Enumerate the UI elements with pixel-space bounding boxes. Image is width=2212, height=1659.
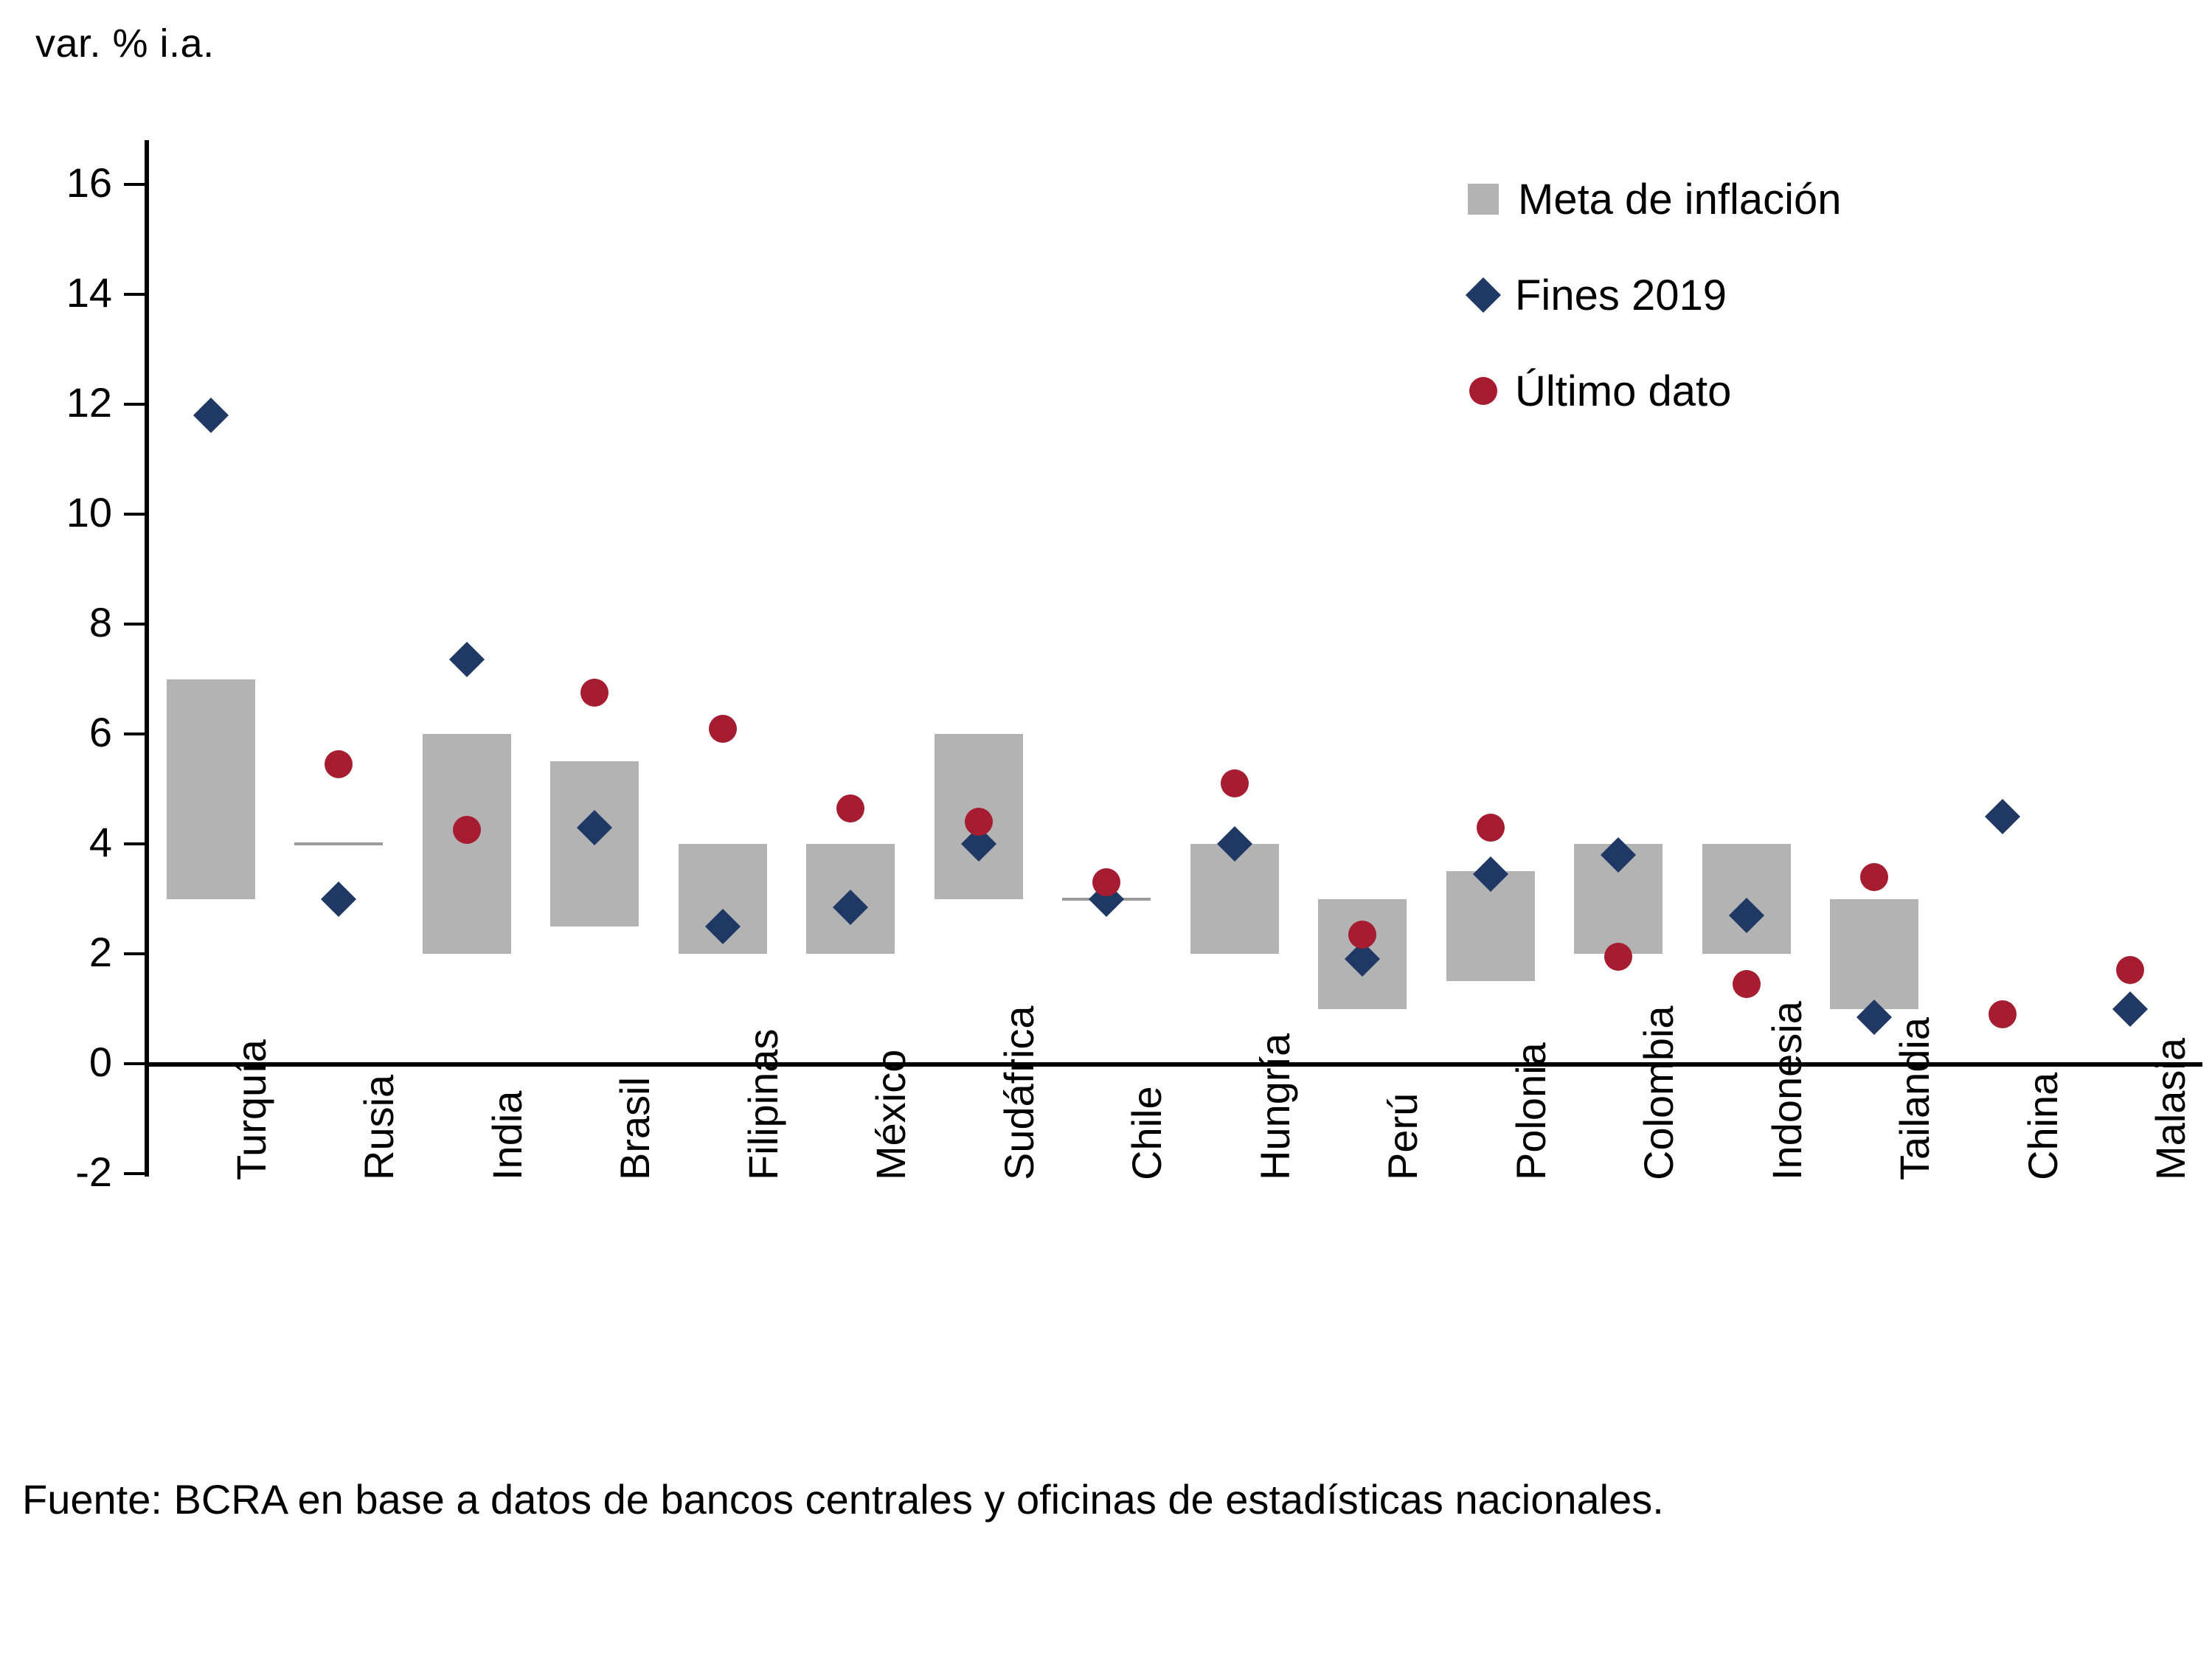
target-band <box>167 679 255 899</box>
x-axis-label: Rusia <box>356 1074 403 1180</box>
x-axis-label: Filipinas <box>739 1028 786 1180</box>
legend-diamond-icon <box>1466 277 1501 313</box>
y-tick-mark <box>124 1062 146 1065</box>
y-tick-label: 12 <box>66 379 112 426</box>
y-tick-label: -2 <box>75 1149 112 1195</box>
target-band <box>1830 899 1918 1009</box>
data-point-ultimo-dato <box>1860 863 1888 891</box>
data-point-fines-2019 <box>321 881 356 916</box>
y-tick-mark <box>124 732 146 735</box>
y-axis-unit-label: var. % i.a. <box>35 21 215 66</box>
x-axis-label: Perú <box>1379 1092 1426 1180</box>
y-tick-mark <box>124 513 146 516</box>
y-tick-mark <box>124 842 146 845</box>
y-tick-label: 0 <box>89 1039 112 1085</box>
x-axis-label: Colombia <box>1635 1005 1682 1180</box>
x-axis-label: Tailandia <box>1891 1016 1938 1180</box>
source-note: Fuente: BCRA en base a datos de bancos centrales y oficinas de estadísticas nacionales. <box>22 1476 1664 1523</box>
x-axis-label: Indonesia <box>1763 1001 1810 1180</box>
legend-label-fines-2019: Fines 2019 <box>1515 271 1727 319</box>
data-point-fines-2019 <box>193 398 229 433</box>
legend-item-fines-2019 <box>1468 247 1841 343</box>
data-point-ultimo-dato <box>1733 970 1761 998</box>
data-point-ultimo-dato <box>580 679 609 707</box>
y-tick-label: 16 <box>66 159 112 206</box>
chart-legend <box>1468 151 1841 439</box>
data-point-ultimo-dato <box>965 808 993 836</box>
x-axis-label: Chile <box>1123 1086 1171 1180</box>
data-point-fines-2019 <box>2112 991 2148 1026</box>
legend-label-meta: Meta de inflación <box>1518 175 1842 224</box>
x-axis-label: Sudáfrica <box>995 1005 1042 1180</box>
data-point-ultimo-dato <box>836 794 864 822</box>
y-tick-label: 4 <box>89 819 112 865</box>
y-tick-mark <box>124 403 146 406</box>
legend-item-ultimo-dato <box>1468 343 1841 439</box>
y-tick-label: 2 <box>89 929 112 975</box>
y-tick-mark <box>124 1172 146 1175</box>
data-point-ultimo-dato <box>1221 769 1249 797</box>
data-point-ultimo-dato <box>453 816 481 844</box>
y-tick-label: 10 <box>66 489 112 536</box>
x-axis-label: Hungría <box>1251 1033 1298 1180</box>
x-axis-label: Polonia <box>1507 1042 1554 1180</box>
y-tick-mark <box>124 623 146 626</box>
legend-label-ultimo-dato: Último dato <box>1515 367 1732 415</box>
y-tick-mark <box>124 952 146 955</box>
y-tick-label: 14 <box>66 269 112 316</box>
data-point-ultimo-dato <box>325 750 353 778</box>
y-tick-mark <box>124 183 146 186</box>
data-point-fines-2019 <box>1985 799 2020 834</box>
data-point-ultimo-dato <box>1477 814 1505 842</box>
target-band <box>294 842 383 845</box>
x-axis-label: Brasil <box>611 1076 659 1180</box>
x-axis-label: México <box>867 1049 915 1180</box>
data-point-ultimo-dato <box>709 715 737 743</box>
y-tick-label: 8 <box>89 599 112 645</box>
x-axis-label: Turquía <box>227 1039 274 1180</box>
data-point-ultimo-dato <box>1989 1000 2017 1028</box>
y-tick-label: 6 <box>89 709 112 755</box>
data-point-ultimo-dato <box>1604 943 1632 971</box>
legend-item-meta <box>1468 151 1841 247</box>
legend-square-icon <box>1468 184 1499 215</box>
data-point-fines-2019 <box>449 642 485 677</box>
data-point-ultimo-dato <box>1348 921 1376 949</box>
x-axis-label: Malasia <box>2147 1038 2194 1180</box>
x-axis-label: China <box>2019 1072 2066 1180</box>
legend-circle-icon <box>1469 377 1497 405</box>
data-point-ultimo-dato <box>2116 956 2144 984</box>
x-axis-label: India <box>483 1090 530 1180</box>
y-tick-mark <box>124 293 146 296</box>
